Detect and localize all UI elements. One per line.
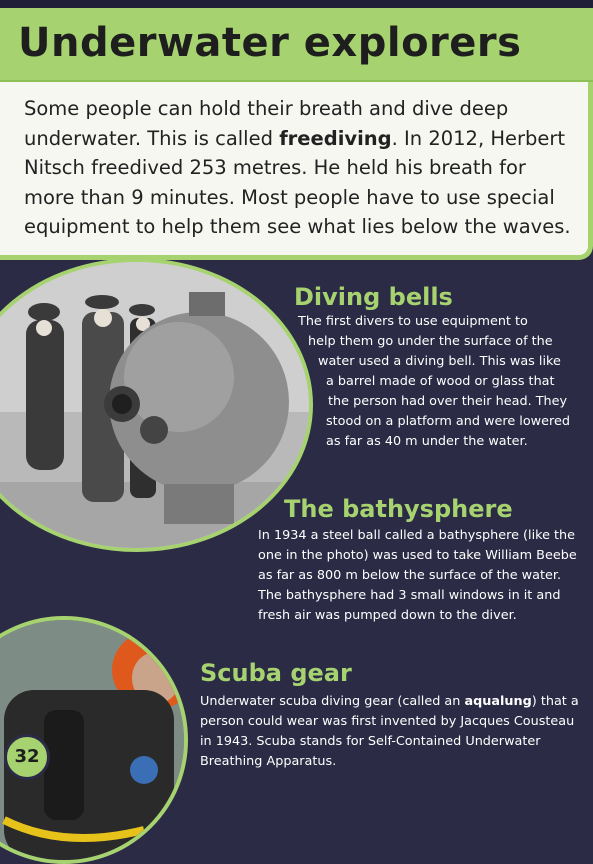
scuba-text-start: Underwater scuba diving gear (called an [200, 694, 465, 709]
scuba-gear-heading: Scuba gear [200, 659, 352, 687]
title-bar [0, 8, 593, 83]
scuba-bold-term: aqualung [464, 694, 532, 709]
intro-text-start: Some people can hold their breath and dive deep underwater. This is called [24, 97, 509, 150]
diving-bells-line: water used a diving bell. This was like [318, 354, 561, 369]
diving-bells-line: stood on a platform and were lowered [326, 414, 570, 429]
diving-bells-line: The first divers to use equipment to [298, 314, 528, 329]
intro-text-end: . In 2012, Herbert Nitsch freedived 253 metres. He held his breath for more than 9 minutes. Most people have to use special equipment to help them see what lies below the waves. [24, 126, 571, 238]
bathysphere-heading: The bathysphere [284, 495, 513, 523]
diving-bells-line: a barrel made of wood or glass that [326, 374, 555, 389]
diving-bells-heading: Diving bells [294, 283, 453, 311]
bathysphere-body: In 1934 a steel ball called a bathysphere (like the one in the photo) was used to take William Beebe as far as 800 m below the surface of the water. The bathysphere had 3 small windows in it and fresh air was pumped down to the diver. [258, 528, 577, 623]
bathysphere-section [258, 494, 583, 626]
diving-bells-line: help them go under the surface of the [308, 334, 553, 349]
diving-bells-section [292, 282, 582, 452]
diving-bells-body [292, 312, 582, 452]
scuba-text-end: ) that a person could wear was first invented by Jacques Cousteau in 1943. Scuba stands for Self-Contained Underwater Breathing Apparatus. [200, 694, 579, 769]
scuba-gear-body [200, 692, 580, 772]
intro-paragraph [24, 94, 579, 242]
diving-bells-line: the person had over their head. They [328, 394, 568, 409]
top-border [0, 0, 593, 8]
intro-box [0, 82, 593, 260]
page-title: Underwater explorers [18, 20, 522, 66]
scuba-gear-section [200, 658, 580, 772]
page-number-badge: 32 [4, 734, 50, 780]
intro-bold-term: freediving [279, 126, 392, 150]
diving-bells-line: as far as 40 m under the water. [326, 434, 528, 449]
